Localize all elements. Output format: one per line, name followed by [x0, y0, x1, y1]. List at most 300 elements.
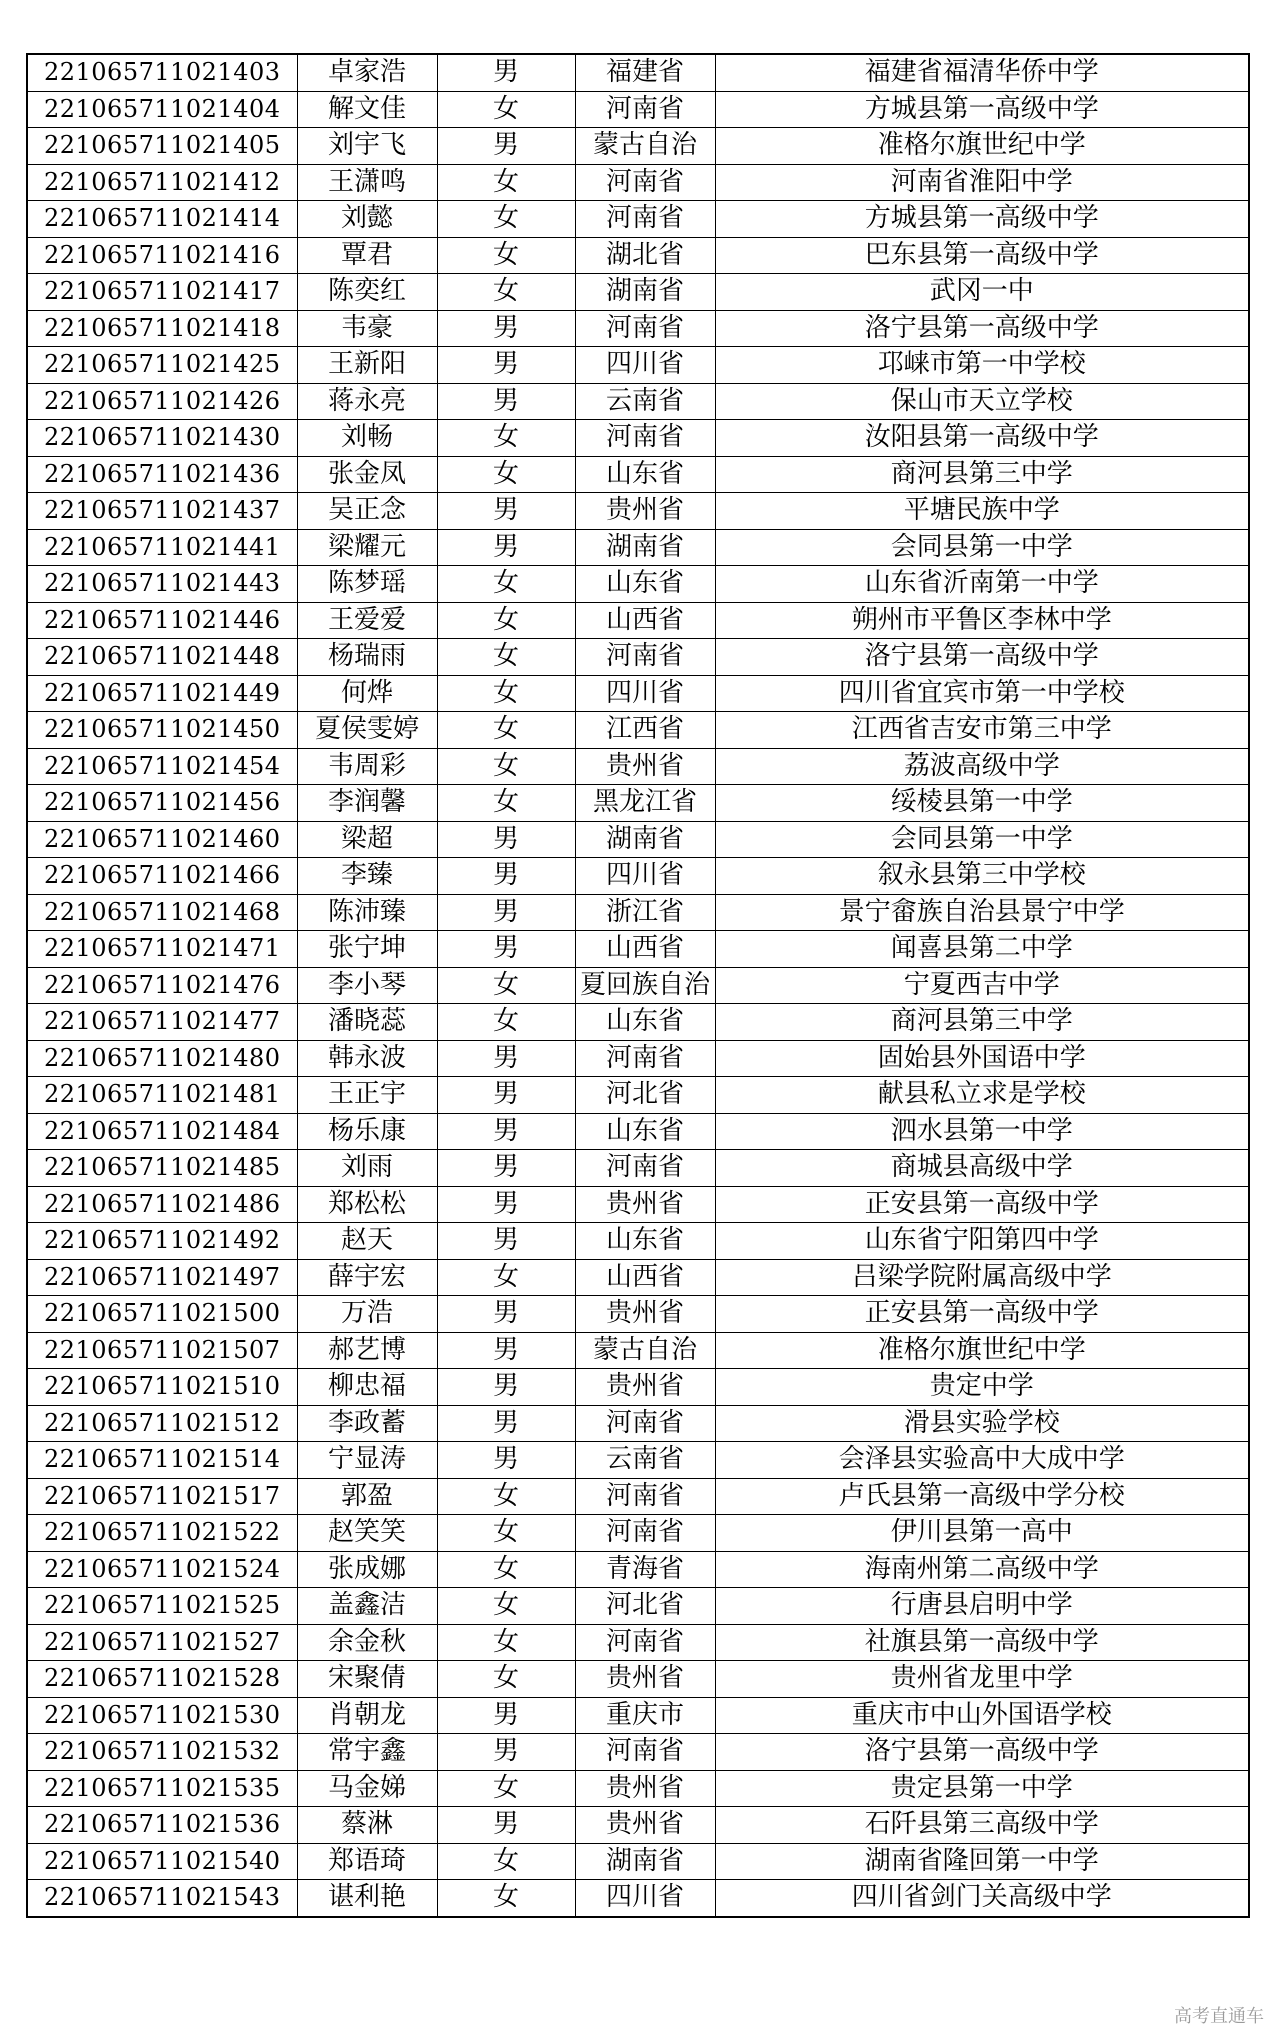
- cell-gender: 男: [437, 383, 575, 420]
- cell-school: 献县私立求是学校: [715, 1077, 1249, 1114]
- cell-school: 湖南省隆回第一中学: [715, 1843, 1249, 1880]
- cell-school: 会同县第一中学: [715, 529, 1249, 566]
- table-row: [27, 1880, 1249, 1917]
- cell-school: 山东省沂南第一中学: [715, 566, 1249, 603]
- table-row: [27, 1624, 1249, 1661]
- cell-name: 陈沛臻: [297, 894, 437, 931]
- cell-name: 蔡淋: [297, 1807, 437, 1844]
- cell-gender: 男: [437, 1113, 575, 1150]
- cell-prov: 贵州省: [575, 1369, 715, 1406]
- table-row: [27, 1223, 1249, 1260]
- cell-name: 蒋永亮: [297, 383, 437, 420]
- cell-id: 221065711021530: [27, 1697, 297, 1734]
- cell-id: 221065711021404: [27, 91, 297, 128]
- cell-name: 韩永波: [297, 1040, 437, 1077]
- cell-name: 刘懿: [297, 201, 437, 238]
- cell-prov: 重庆市: [575, 1697, 715, 1734]
- cell-gender: 女: [437, 1661, 575, 1698]
- cell-school: 荔波高级中学: [715, 748, 1249, 785]
- cell-gender: 女: [437, 1259, 575, 1296]
- cell-prov: 云南省: [575, 383, 715, 420]
- cell-school: 四川省剑门关高级中学: [715, 1880, 1249, 1917]
- table-row: [27, 821, 1249, 858]
- table-row: [27, 1113, 1249, 1150]
- cell-name: 梁超: [297, 821, 437, 858]
- cell-gender: 女: [437, 237, 575, 274]
- cell-gender: 男: [437, 1734, 575, 1771]
- cell-school: 武冈一中: [715, 274, 1249, 311]
- table-row: [27, 1004, 1249, 1041]
- cell-prov: 山东省: [575, 1113, 715, 1150]
- cell-prov: 贵州省: [575, 1770, 715, 1807]
- cell-id: 221065711021536: [27, 1807, 297, 1844]
- cell-gender: 男: [437, 1186, 575, 1223]
- table-row: [27, 420, 1249, 457]
- cell-school: 河南省淮阳中学: [715, 164, 1249, 201]
- cell-name: 刘畅: [297, 420, 437, 457]
- cell-gender: 男: [437, 1369, 575, 1406]
- cell-name: 李小琴: [297, 967, 437, 1004]
- cell-prov: 河北省: [575, 1588, 715, 1625]
- cell-id: 221065711021456: [27, 785, 297, 822]
- table-row: [27, 1259, 1249, 1296]
- cell-prov: 山西省: [575, 931, 715, 968]
- cell-school: 会同县第一中学: [715, 821, 1249, 858]
- cell-gender: 男: [437, 1150, 575, 1187]
- cell-school: 海南州第二高级中学: [715, 1551, 1249, 1588]
- cell-id: 221065711021425: [27, 347, 297, 384]
- cell-gender: 女: [437, 1770, 575, 1807]
- cell-school: 平塘民族中学: [715, 493, 1249, 530]
- cell-id: 221065711021471: [27, 931, 297, 968]
- cell-gender: 女: [437, 566, 575, 603]
- cell-id: 221065711021441: [27, 529, 297, 566]
- cell-gender: 男: [437, 894, 575, 931]
- cell-gender: 女: [437, 456, 575, 493]
- cell-prov: 夏回族自治: [575, 967, 715, 1004]
- cell-school: 贵州省龙里中学: [715, 1661, 1249, 1698]
- cell-school: 卢氏县第一高级中学分校: [715, 1478, 1249, 1515]
- cell-name: 夏侯雯婷: [297, 712, 437, 749]
- cell-name: 韦豪: [297, 310, 437, 347]
- table-row: [27, 201, 1249, 238]
- cell-id: 221065711021492: [27, 1223, 297, 1260]
- cell-gender: 男: [437, 54, 575, 91]
- cell-id: 221065711021543: [27, 1880, 297, 1917]
- cell-gender: 男: [437, 1442, 575, 1479]
- table-row: [27, 1150, 1249, 1187]
- cell-school: 宁夏西吉中学: [715, 967, 1249, 1004]
- cell-prov: 河南省: [575, 164, 715, 201]
- cell-school: 保山市天立学校: [715, 383, 1249, 420]
- table-row: [27, 1551, 1249, 1588]
- cell-id: 221065711021417: [27, 274, 297, 311]
- cell-id: 221065711021535: [27, 1770, 297, 1807]
- cell-school: 社旗县第一高级中学: [715, 1624, 1249, 1661]
- cell-name: 张宁坤: [297, 931, 437, 968]
- cell-id: 221065711021460: [27, 821, 297, 858]
- table-row: [27, 456, 1249, 493]
- cell-gender: 女: [437, 1843, 575, 1880]
- cell-prov: 黑龙江省: [575, 785, 715, 822]
- cell-gender: 女: [437, 274, 575, 311]
- table-row: [27, 347, 1249, 384]
- table-row: [27, 639, 1249, 676]
- cell-gender: 男: [437, 931, 575, 968]
- cell-gender: 女: [437, 712, 575, 749]
- cell-name: 何烨: [297, 675, 437, 712]
- cell-gender: 男: [437, 493, 575, 530]
- cell-name: 陈奕红: [297, 274, 437, 311]
- cell-name: 宁显涛: [297, 1442, 437, 1479]
- cell-gender: 女: [437, 201, 575, 238]
- cell-school: 吕梁学院附属高级中学: [715, 1259, 1249, 1296]
- cell-prov: 贵州省: [575, 1661, 715, 1698]
- table-row: [27, 1734, 1249, 1771]
- cell-prov: 河南省: [575, 639, 715, 676]
- cell-prov: 贵州省: [575, 1807, 715, 1844]
- cell-prov: 河南省: [575, 420, 715, 457]
- cell-prov: 湖南省: [575, 1843, 715, 1880]
- cell-id: 221065711021540: [27, 1843, 297, 1880]
- cell-school: 洛宁县第一高级中学: [715, 639, 1249, 676]
- cell-name: 郑语琦: [297, 1843, 437, 1880]
- table-row: [27, 1588, 1249, 1625]
- table-row: [27, 1405, 1249, 1442]
- watermark-text: 高考直通车: [1174, 2006, 1264, 2027]
- cell-id: 221065711021500: [27, 1296, 297, 1333]
- cell-name: 赵笑笑: [297, 1515, 437, 1552]
- cell-name: 郭盈: [297, 1478, 437, 1515]
- cell-school: 石阡县第三高级中学: [715, 1807, 1249, 1844]
- cell-id: 221065711021480: [27, 1040, 297, 1077]
- cell-id: 221065711021403: [27, 54, 297, 91]
- cell-name: 常宇鑫: [297, 1734, 437, 1771]
- cell-gender: 男: [437, 1040, 575, 1077]
- cell-gender: 女: [437, 1515, 575, 1552]
- cell-gender: 男: [437, 1296, 575, 1333]
- cell-id: 221065711021449: [27, 675, 297, 712]
- table-row: [27, 1369, 1249, 1406]
- cell-school: 朔州市平鲁区李林中学: [715, 602, 1249, 639]
- cell-gender: 女: [437, 420, 575, 457]
- cell-gender: 女: [437, 91, 575, 128]
- cell-school: 商河县第三中学: [715, 456, 1249, 493]
- table-row: [27, 493, 1249, 530]
- cell-name: 盖鑫洁: [297, 1588, 437, 1625]
- cell-gender: 男: [437, 1807, 575, 1844]
- table-row: [27, 748, 1249, 785]
- cell-prov: 四川省: [575, 1880, 715, 1917]
- cell-gender: 男: [437, 128, 575, 165]
- cell-school: 山东省宁阳第四中学: [715, 1223, 1249, 1260]
- cell-prov: 河南省: [575, 310, 715, 347]
- cell-id: 221065711021430: [27, 420, 297, 457]
- cell-name: 王爱爱: [297, 602, 437, 639]
- table-row: [27, 383, 1249, 420]
- cell-id: 221065711021522: [27, 1515, 297, 1552]
- cell-school: 洛宁县第一高级中学: [715, 1734, 1249, 1771]
- cell-gender: 女: [437, 164, 575, 201]
- cell-school: 叙永县第三中学校: [715, 858, 1249, 895]
- cell-school: 准格尔旗世纪中学: [715, 1332, 1249, 1369]
- cell-school: 贵定中学: [715, 1369, 1249, 1406]
- table-row: [27, 1661, 1249, 1698]
- cell-name: 宋聚倩: [297, 1661, 437, 1698]
- cell-prov: 河南省: [575, 1624, 715, 1661]
- table-row: [27, 1770, 1249, 1807]
- cell-id: 221065711021532: [27, 1734, 297, 1771]
- cell-school: 商河县第三中学: [715, 1004, 1249, 1041]
- cell-id: 221065711021443: [27, 566, 297, 603]
- cell-name: 解文佳: [297, 91, 437, 128]
- cell-school: 闻喜县第二中学: [715, 931, 1249, 968]
- cell-school: 商城县高级中学: [715, 1150, 1249, 1187]
- cell-gender: 男: [437, 1405, 575, 1442]
- cell-school: 行唐县启明中学: [715, 1588, 1249, 1625]
- cell-id: 221065711021525: [27, 1588, 297, 1625]
- table-row: [27, 1442, 1249, 1479]
- cell-id: 221065711021448: [27, 639, 297, 676]
- cell-school: 贵定县第一中学: [715, 1770, 1249, 1807]
- cell-prov: 湖南省: [575, 821, 715, 858]
- cell-name: 薛宇宏: [297, 1259, 437, 1296]
- cell-school: 固始县外国语中学: [715, 1040, 1249, 1077]
- cell-id: 221065711021436: [27, 456, 297, 493]
- cell-prov: 河南省: [575, 1734, 715, 1771]
- cell-school: 福建省福清华侨中学: [715, 54, 1249, 91]
- cell-prov: 蒙古自治: [575, 1332, 715, 1369]
- cell-id: 221065711021426: [27, 383, 297, 420]
- table-row: [27, 712, 1249, 749]
- cell-name: 杨乐康: [297, 1113, 437, 1150]
- cell-prov: 福建省: [575, 54, 715, 91]
- cell-school: 会泽县实验高中大成中学: [715, 1442, 1249, 1479]
- table-row: [27, 1040, 1249, 1077]
- cell-name: 潘晓蕊: [297, 1004, 437, 1041]
- cell-prov: 蒙古自治: [575, 128, 715, 165]
- cell-id: 221065711021514: [27, 1442, 297, 1479]
- cell-name: 余金秋: [297, 1624, 437, 1661]
- cell-school: 滑县实验学校: [715, 1405, 1249, 1442]
- cell-prov: 河南省: [575, 201, 715, 238]
- table-row: [27, 91, 1249, 128]
- cell-name: 郝艺博: [297, 1332, 437, 1369]
- cell-prov: 河南省: [575, 1405, 715, 1442]
- cell-gender: 男: [437, 347, 575, 384]
- cell-prov: 四川省: [575, 675, 715, 712]
- cell-gender: 女: [437, 785, 575, 822]
- cell-prov: 山东省: [575, 1004, 715, 1041]
- cell-id: 221065711021507: [27, 1332, 297, 1369]
- cell-prov: 湖南省: [575, 274, 715, 311]
- cell-school: 景宁畲族自治县景宁中学: [715, 894, 1249, 931]
- cell-name: 陈梦瑶: [297, 566, 437, 603]
- cell-id: 221065711021405: [27, 128, 297, 165]
- cell-school: 绥棱县第一中学: [715, 785, 1249, 822]
- cell-id: 221065711021416: [27, 237, 297, 274]
- cell-name: 李政蓄: [297, 1405, 437, 1442]
- cell-id: 221065711021528: [27, 1661, 297, 1698]
- cell-prov: 浙江省: [575, 894, 715, 931]
- cell-id: 221065711021527: [27, 1624, 297, 1661]
- cell-prov: 河南省: [575, 1040, 715, 1077]
- cell-prov: 贵州省: [575, 493, 715, 530]
- cell-name: 张成娜: [297, 1551, 437, 1588]
- cell-name: 王新阳: [297, 347, 437, 384]
- cell-name: 吴正念: [297, 493, 437, 530]
- cell-id: 221065711021454: [27, 748, 297, 785]
- cell-prov: 山东省: [575, 566, 715, 603]
- cell-gender: 男: [437, 858, 575, 895]
- cell-gender: 女: [437, 1004, 575, 1041]
- cell-name: 刘宇飞: [297, 128, 437, 165]
- cell-prov: 湖北省: [575, 237, 715, 274]
- cell-school: 重庆市中山外国语学校: [715, 1697, 1249, 1734]
- cell-gender: 女: [437, 1551, 575, 1588]
- cell-school: 正安县第一高级中学: [715, 1296, 1249, 1333]
- cell-school: 方城县第一高级中学: [715, 201, 1249, 238]
- cell-gender: 男: [437, 1332, 575, 1369]
- cell-id: 221065711021484: [27, 1113, 297, 1150]
- cell-prov: 江西省: [575, 712, 715, 749]
- table-row: [27, 1296, 1249, 1333]
- cell-prov: 贵州省: [575, 1186, 715, 1223]
- cell-prov: 山东省: [575, 456, 715, 493]
- table-row: [27, 675, 1249, 712]
- cell-name: 卓家浩: [297, 54, 437, 91]
- cell-name: 梁耀元: [297, 529, 437, 566]
- cell-gender: 女: [437, 639, 575, 676]
- cell-prov: 贵州省: [575, 748, 715, 785]
- table-row: [27, 967, 1249, 1004]
- admission-list-table: [26, 53, 1250, 1918]
- cell-name: 郑松松: [297, 1186, 437, 1223]
- cell-name: 柳忠福: [297, 1369, 437, 1406]
- cell-gender: 女: [437, 1624, 575, 1661]
- table-row: [27, 931, 1249, 968]
- cell-gender: 女: [437, 748, 575, 785]
- cell-prov: 四川省: [575, 858, 715, 895]
- table-row: [27, 785, 1249, 822]
- cell-school: 方城县第一高级中学: [715, 91, 1249, 128]
- cell-id: 221065711021450: [27, 712, 297, 749]
- cell-gender: 男: [437, 1697, 575, 1734]
- cell-prov: 山西省: [575, 602, 715, 639]
- cell-gender: 女: [437, 1588, 575, 1625]
- cell-prov: 河南省: [575, 1515, 715, 1552]
- table-row: [27, 566, 1249, 603]
- table-body: [27, 54, 1249, 1917]
- table-row: [27, 128, 1249, 165]
- cell-name: 韦周彩: [297, 748, 437, 785]
- cell-prov: 山东省: [575, 1223, 715, 1260]
- cell-prov: 山西省: [575, 1259, 715, 1296]
- cell-name: 马金娣: [297, 1770, 437, 1807]
- table-row: [27, 1807, 1249, 1844]
- cell-id: 221065711021477: [27, 1004, 297, 1041]
- cell-prov: 湖南省: [575, 529, 715, 566]
- table-row: [27, 1077, 1249, 1114]
- cell-prov: 贵州省: [575, 1296, 715, 1333]
- table-row: [27, 529, 1249, 566]
- cell-id: 221065711021524: [27, 1551, 297, 1588]
- cell-school: 巴东县第一高级中学: [715, 237, 1249, 274]
- cell-prov: 青海省: [575, 1551, 715, 1588]
- table-row: [27, 164, 1249, 201]
- cell-gender: 女: [437, 967, 575, 1004]
- table-row: [27, 1697, 1249, 1734]
- cell-gender: 男: [437, 529, 575, 566]
- cell-id: 221065711021468: [27, 894, 297, 931]
- cell-school: 四川省宜宾市第一中学校: [715, 675, 1249, 712]
- table-row: [27, 1478, 1249, 1515]
- cell-gender: 女: [437, 602, 575, 639]
- table-row: [27, 237, 1249, 274]
- cell-id: 221065711021418: [27, 310, 297, 347]
- table-row: [27, 1515, 1249, 1552]
- cell-name: 王潇鸣: [297, 164, 437, 201]
- table-row: [27, 54, 1249, 91]
- table-row: [27, 1843, 1249, 1880]
- cell-name: 覃君: [297, 237, 437, 274]
- table-row: [27, 858, 1249, 895]
- cell-id: 221065711021497: [27, 1259, 297, 1296]
- cell-prov: 云南省: [575, 1442, 715, 1479]
- cell-gender: 女: [437, 1478, 575, 1515]
- cell-id: 221065711021446: [27, 602, 297, 639]
- cell-name: 杨瑞雨: [297, 639, 437, 676]
- cell-name: 李润馨: [297, 785, 437, 822]
- cell-school: 江西省吉安市第三中学: [715, 712, 1249, 749]
- cell-id: 221065711021485: [27, 1150, 297, 1187]
- cell-school: 汝阳县第一高级中学: [715, 420, 1249, 457]
- cell-id: 221065711021466: [27, 858, 297, 895]
- table-row: [27, 274, 1249, 311]
- cell-gender: 男: [437, 821, 575, 858]
- cell-name: 肖朝龙: [297, 1697, 437, 1734]
- table-row: [27, 1186, 1249, 1223]
- cell-school: 正安县第一高级中学: [715, 1186, 1249, 1223]
- table-row: [27, 602, 1249, 639]
- cell-prov: 河北省: [575, 1077, 715, 1114]
- table-row: [27, 894, 1249, 931]
- table-row: [27, 310, 1249, 347]
- cell-school: 伊川县第一高中: [715, 1515, 1249, 1552]
- cell-id: 221065711021437: [27, 493, 297, 530]
- cell-gender: 男: [437, 1077, 575, 1114]
- cell-id: 221065711021486: [27, 1186, 297, 1223]
- cell-school: 泗水县第一中学: [715, 1113, 1249, 1150]
- cell-school: 邛崃市第一中学校: [715, 347, 1249, 384]
- cell-name: 万浩: [297, 1296, 437, 1333]
- cell-id: 221065711021476: [27, 967, 297, 1004]
- cell-prov: 河南省: [575, 1478, 715, 1515]
- cell-id: 221065711021510: [27, 1369, 297, 1406]
- cell-prov: 河南省: [575, 91, 715, 128]
- cell-name: 刘雨: [297, 1150, 437, 1187]
- cell-id: 221065711021412: [27, 164, 297, 201]
- cell-gender: 男: [437, 1223, 575, 1260]
- cell-school: 洛宁县第一高级中学: [715, 310, 1249, 347]
- cell-id: 221065711021517: [27, 1478, 297, 1515]
- cell-gender: 女: [437, 1880, 575, 1917]
- cell-name: 张金凤: [297, 456, 437, 493]
- cell-gender: 女: [437, 675, 575, 712]
- cell-prov: 四川省: [575, 347, 715, 384]
- cell-id: 221065711021414: [27, 201, 297, 238]
- cell-id: 221065711021481: [27, 1077, 297, 1114]
